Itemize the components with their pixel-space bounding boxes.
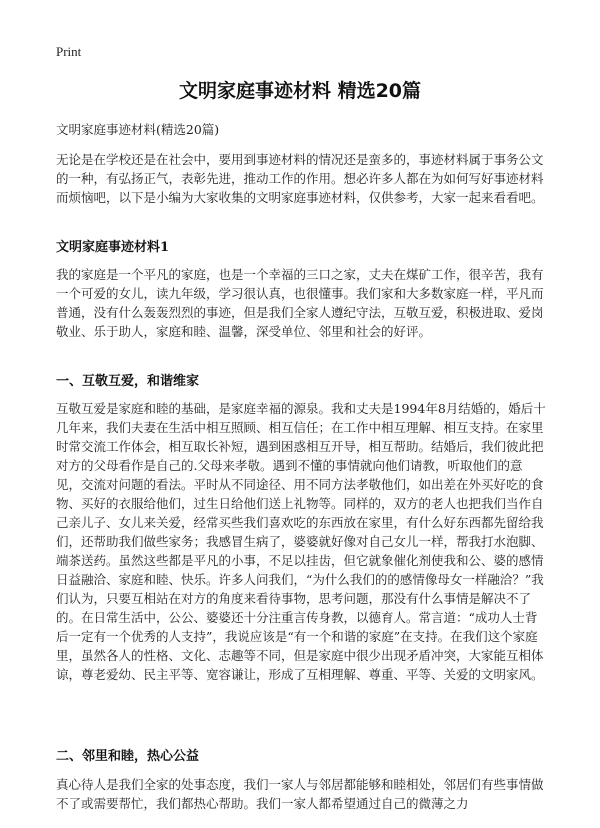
page-title: 文明家庭事迹材料 精选20篇 xyxy=(178,80,422,102)
print-link[interactable]: Print xyxy=(56,44,82,59)
section-paragraph-2: 互敬互爱是家庭和睦的基础，是家庭幸福的源泉。我和丈夫是1994年8月结婚的，婚后十几年来，我们夫妻在生活中相互照顾、相互信任；在工作中相互理解、相互支持。在家里时常交流工作体会，相互取长补短，遇到困惑相互开导，相互帮助。结婚后，我们彼此把对方的父母看作是自己的.父母来孝敬。遇到不懂的事情就向他们请教，听取他们的意见，交流对问题的看法。平时从不同途径、用不同方法孝敬他们，如出差在外买好吃的食物、买好的衣服给他们，过生日给他们送上礼物等。同样的，双方的老人也把我们当作自己亲儿子、女儿来关爱，经常买些我们喜欢吃的东西放在家里，有什么好东西都先留给我们，还帮助我们做些家务；我感冒生病了，婆婆就好像对自己女儿一样，帮我打水泡脚、端茶送药。虽然这些都是平凡的小事，不足以挂齿，但它就象催化剂使我和公、婆的感情日益融洽、家庭和睦、快乐。许多人问我们，“为什么我们的的感情像母女一样融洽？”我们认为，只要互相站在对方的角度来看待事物，思考问题，那没有什么事情是解决不了的。在日常生活中，公公、婆婆还十分注重言传身教，以德育人。常言道：“成功人士背后一定有一个优秀的人支持”，我说应该是“有一个和谐的家庭”在支持。在我们这个家庭里，虽然各人的性格、文化、志趣等不同，但是家庭中很少出现矛盾冲突，大家能互相体谅，尊老爱幼、民主平等、宽容谦让，形成了互相理解、尊重、平等、关爱的文明家风。 xyxy=(56,401,546,682)
section-heading-1: 文明家庭事迹材料1 xyxy=(56,240,170,255)
section-heading-3: 二、邻里和睦，热心公益 xyxy=(56,749,200,764)
section-heading-2: 一、互敬互爱，和谐维家 xyxy=(56,374,200,389)
intro-paragraph: 无论是在学校还是在社会中，要用到事迹材料的情况还是蛮多的，事迹材料属于事务公文的一种，有弘扬正气，表彰先进，推动工作的作用。想必许多人都在为如何写好事迹材料而烦恼吧，以下是小编为大家收集的文明家庭事迹材料，仅供参考，大家一起来看看吧。 xyxy=(56,152,544,205)
section-paragraph-3: 真心待人是我们全家的处事态度，我们一家人与邻居都能够和睦相处，邻居们有些事情做不了或需要帮忙，我们都热心帮助。我们一家人都希望通过自己的微薄之力 xyxy=(56,777,544,811)
section-paragraph-1: 我的家庭是一个平凡的家庭，也是一个幸福的三口之家，丈夫在煤矿工作，很辛苦，我有一个可爱的女儿，读九年级，学习很认真，也很懂事。我们家和大多数家庭一样，平凡而普通，没有什么轰轰烈烈的事迹，但是我们全家人遵纪守法，互敬互爱，积极进取、爱岗敬业、乐于助人，家庭和睦、温馨，深受单位、邻里和社会的好评。 xyxy=(56,267,544,339)
document-subtitle: 文明家庭事迹材料(精选20篇) xyxy=(56,122,220,137)
